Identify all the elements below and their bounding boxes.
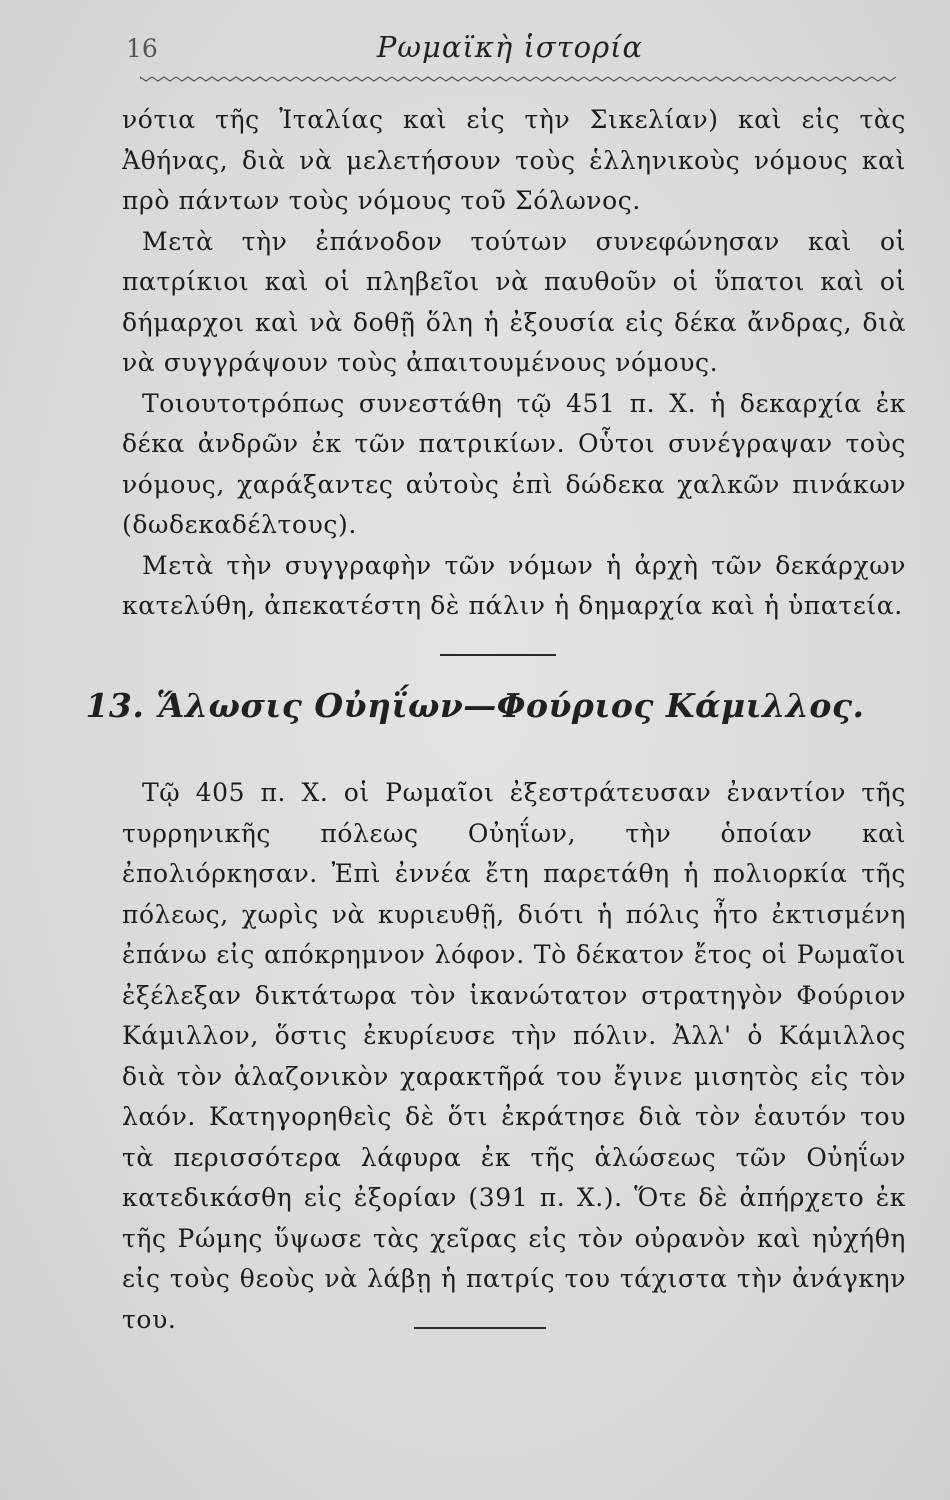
page-number: 16 [126, 34, 158, 63]
running-title: Ρωμαϊκὴ ἱστορία [376, 30, 644, 64]
section-heading [0, 686, 950, 725]
section-divider-top [440, 654, 556, 656]
paragraph-2: Μετὰ τὴν ἐπάνοδον τούτων συνεφώνησαν καὶ οἱ πατρίκιοι καὶ οἱ πληβεῖοι νὰ παυθοῦν οἱ ὕπατοι καὶ οἱ δήμαρχοι καὶ νὰ δοθῇ ὅλη ἡ ἐξουσία εἰς δέκα ἄνδρας, διὰ νὰ συγγράψουν τοὺς ἀπαιτουμένους νόμους. [122, 226, 906, 377]
text-block-laws [122, 100, 906, 627]
section-number: 13. [85, 686, 145, 725]
decorative-wavy-rule [140, 74, 900, 84]
section-divider-bottom [414, 1327, 546, 1329]
paragraph-3: Τοιουτοτρόπως συνεστάθη τῷ 451 π. Χ. ἡ δεκαρχία ἐκ δέκα ἀνδρῶν ἐκ τῶν πατρικίων. Οὗτοι συνέγραψαν τοὺς νόμους, χαράξαντες αὐτοὺς ἐπὶ δώδεκα χαλκῶν πινάκων (δωδεκαδέλτους). [122, 388, 906, 539]
paragraph-4: Μετὰ τὴν συγγραφὴν τῶν νόμων ἡ ἀρχὴ τῶν δεκάρχων κατελύθη, ἀπεκατέστη δὲ πάλιν ἡ δημαρχία καὶ ἡ ὑπατεία. [122, 550, 906, 620]
paragraph-1: νότια τῆς Ἰταλίας καὶ εἰς τὴν Σικελίαν) καὶ εἰς τὰς Ἀθήνας, διὰ νὰ μελετήσουν τοὺς ἑλληνικοὺς νόμους καὶ πρὸ πάντων τοὺς νόμους τοῦ Σόλωνος. [122, 105, 906, 215]
text-block-veii [122, 773, 906, 1340]
page-header [120, 30, 900, 70]
paragraph-5: Τῷ 405 π. Χ. οἱ Ρωμαῖοι ἐξεστράτευσαν ἐναντίον τῆς τυρρηνικῆς πόλεως Οὐηΐων, τὴν ὁποίαν καὶ ἐπολιόρκησαν. Ἐπὶ ἐννέα ἔτη παρετάθη ἡ πολιορκία τῆς πόλεως, χωρὶς νὰ κυριευθῇ, διότι ἡ πόλις ἦτο ἐκτισμένη ἐπάνω εἰς απόκρημνον λόφον. Τὸ δέκατον ἔτος οἱ Ρωμαῖοι ἐξέλεξαν δικτάτωρα τὸν ἱκανώτατον στρατηγὸν Φούριον Κάμιλλον, ὅστις ἐκυρίευσε τὴν πόλιν. Ἀλλ' ὁ Κάμιλλος διὰ τὸν ἀλαζονικὸν χαρακτῆρά του ἔγινε μισητὸς εἰς τὸν λαόν. Κατηγορηθεὶς δὲ ὅτι ἐκράτησε διὰ τὸν ἑαυτόν του τὰ περισσότερα λάφυρα ἐκ τῆς ἁλώσεως τῶν Οὐηΐων κατεδικάσθη εἰς ἐξορίαν (391 π. Χ.). Ὅτε δὲ ἀπήρχετο ἐκ τῆς Ρώμης ὕψωσε τὰς χεῖρας εἰς τὸν οὐρανὸν καὶ ηὐχήθη εἰς τοὺς θεοὺς νὰ λάβῃ ἡ πατρίς του τάχιστα τὴν ἀνάγκην του. [122, 778, 906, 1334]
section-title: Ἅλωσις Οὐηΐων—Φούριος Κάμιλλος. [156, 686, 865, 725]
